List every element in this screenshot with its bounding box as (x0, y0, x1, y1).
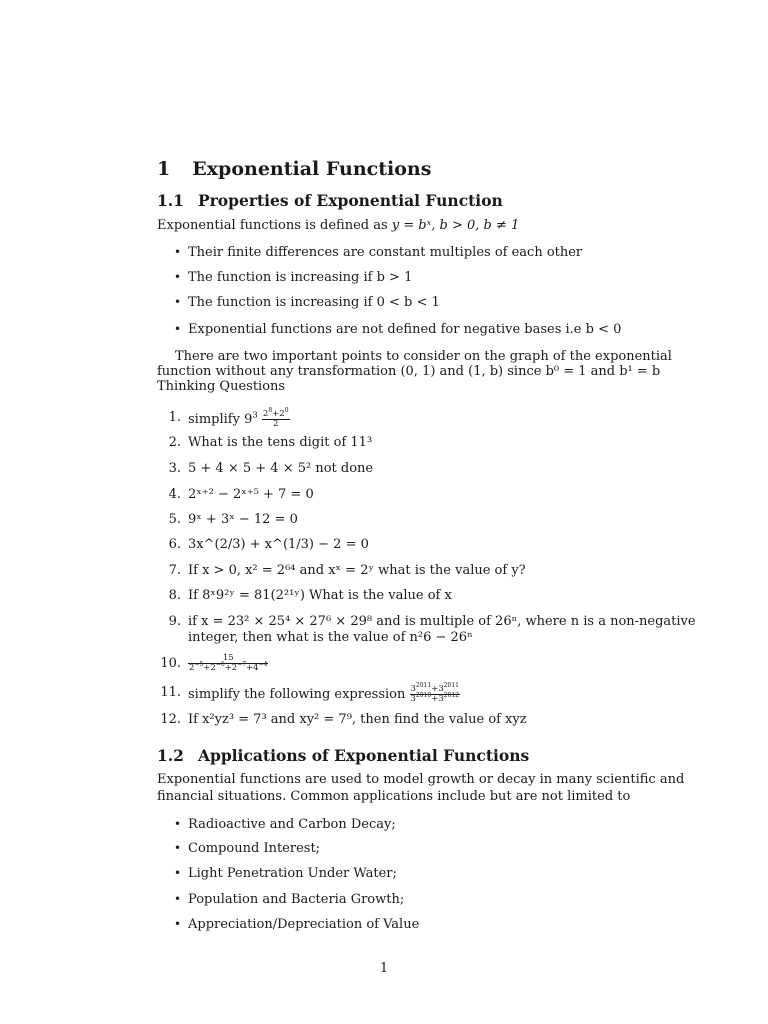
subsection-number: 1.2 (157, 746, 184, 765)
question-number: 5. (168, 512, 181, 527)
list-item: Exponential functions are not defined for negative bases i.e b < 0 (188, 322, 622, 337)
question-text: What is the tens digit of 11³ (188, 435, 373, 450)
bullet-icon: • (174, 245, 182, 259)
fraction: $\frac{3^{2011}+3^{2011}}{3^{2010}+3^{2012}}$ (410, 682, 460, 704)
question-text: simplify the following expression $\frac{3^{2011}+3^{2011}}{3^{2010}+3^{2012}}$ (188, 682, 460, 704)
subsection-number: 1.1 (157, 191, 184, 210)
question-text-continued: integer, then what is the value of n²6 − 26ⁿ (188, 630, 473, 645)
list-item: Light Penetration Under Water; (188, 866, 397, 881)
section-heading (157, 158, 431, 180)
bullet-icon: • (174, 892, 182, 906)
question-text: 5 + 4 × 5 + 4 × 5² not done (188, 461, 374, 476)
list-item: Population and Bacteria Growth; (188, 892, 405, 907)
bullet-icon: • (174, 295, 182, 309)
paragraph-line: function without any transformation (0, 1) and (1, b) since b⁰ = 1 and b¹ = b (157, 364, 661, 379)
question-text: If x > 0, x² = 2⁶⁴ and xˣ = 2ʸ what is the value of y? (188, 563, 526, 578)
question-number: 3. (168, 461, 181, 476)
page-number: 1 (379, 961, 389, 976)
list-item: The function is increasing if 0 < b < 1 (188, 295, 440, 310)
subsection-title: Properties of Exponential Function (197, 191, 503, 210)
question-text: If x²yz³ = 7³ and xy² = 7⁹, then find the value of xyz (188, 712, 527, 727)
question-number: 10. (160, 656, 181, 671)
question-text: if x = 23² × 25⁴ × 27⁶ × 29⁸ and is multiple of 26ⁿ, where n is a non-negative (188, 614, 696, 629)
list-item: Appreciation/Depreciation of Value (188, 917, 420, 932)
question-text: 2ˣ⁺² − 2ˣ⁺⁵ + 7 = 0 (188, 487, 314, 502)
list-item: Radioactive and Carbon Decay; (188, 817, 396, 832)
question-number: 1. (168, 410, 181, 425)
question-text (188, 654, 268, 673)
subsection-heading (157, 746, 529, 765)
question-number: 7. (168, 563, 181, 578)
bullet-icon: • (174, 270, 182, 284)
subsection-title: Applications of Exponential Functions (197, 746, 530, 765)
question-number: 2. (168, 435, 181, 450)
question-text: 9ˣ + 3ˣ − 12 = 0 (188, 512, 298, 527)
fraction: $\frac{15}{2^{-5}+2^{-6}+2^{-7}+4^{-4}}$ (189, 653, 268, 673)
question-text: 3x^(2/3) + x^(1/3) − 2 = 0 (188, 537, 369, 552)
subsection-heading (157, 191, 503, 210)
question-text: If 8ˣ9²ʸ = 81(2²¹ʸ) What is the value of x (188, 588, 452, 603)
paragraph-line: Exponential functions are used to model growth or decay in many scientific and (157, 772, 685, 787)
question-number: 11. (160, 685, 181, 700)
section-number: 1 (157, 158, 171, 180)
question-text: simplify $9^3$ $\frac{2^8+2^0}{2}$ (188, 407, 289, 429)
paragraph-line: financial situations. Common applications include but are not limited to (157, 789, 631, 804)
thinking-questions-label: Thinking Questions (157, 379, 286, 394)
definition-line: Exponential functions is defined as y = bˣ, b > 0, b ≠ 1 (157, 218, 520, 233)
list-item: Compound Interest; (188, 841, 321, 856)
bullet-icon: • (174, 917, 182, 931)
question-number: 6. (168, 537, 181, 552)
list-item: Their finite differences are constant multiples of each other (188, 245, 583, 260)
question-number: 8. (168, 588, 181, 603)
paragraph-line: There are two important points to consider on the graph of the exponential (175, 349, 672, 364)
fraction: $\frac{2^8+2^0}{2}$ (262, 407, 289, 429)
bullet-icon: • (174, 817, 182, 831)
bullet-icon: • (174, 866, 182, 880)
list-item: The function is increasing if b > 1 (188, 270, 413, 285)
question-number: 12. (160, 712, 181, 727)
bullet-icon: • (174, 841, 182, 855)
section-title: Exponential Functions (192, 158, 432, 180)
question-number: 4. (168, 487, 181, 502)
bullet-icon: • (174, 322, 182, 336)
definition-math: y = bˣ, b > 0, b ≠ 1 (391, 218, 520, 233)
question-number: 9. (168, 614, 181, 629)
